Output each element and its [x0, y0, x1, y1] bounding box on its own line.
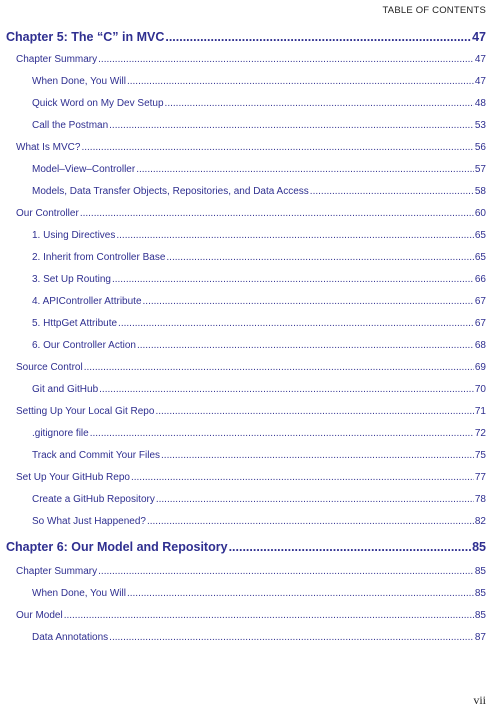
dot-leader — [131, 472, 474, 483]
dot-leader — [116, 230, 474, 241]
dot-leader — [137, 340, 474, 351]
dot-leader — [165, 98, 474, 109]
toc-entry-page: 48 — [474, 98, 486, 109]
toc-entry-title: 3. Set Up Routing — [32, 274, 111, 285]
toc-entry[interactable] — [0, 230, 498, 241]
dot-leader — [98, 566, 474, 577]
toc-entry-page: 47 — [474, 76, 486, 87]
toc-entry-title: Setting Up Your Local Git Repo — [16, 406, 155, 417]
dot-leader — [156, 494, 474, 505]
toc-entry-page: 68 — [474, 340, 486, 351]
toc-entry-page: 56 — [474, 142, 486, 153]
dot-leader — [81, 142, 473, 153]
dot-leader — [165, 30, 471, 44]
toc-entry[interactable] — [0, 384, 498, 395]
dot-leader — [109, 632, 474, 643]
toc-entry-title: When Done, You Will — [32, 76, 126, 87]
dot-leader — [80, 208, 474, 219]
dot-leader — [143, 296, 474, 307]
toc-entry-page: 85 — [474, 610, 486, 621]
toc-entry-title: Model–View–Controller — [32, 164, 136, 175]
toc-entry-page: 58 — [474, 186, 486, 197]
dot-leader — [98, 54, 474, 65]
toc-entry[interactable] — [0, 610, 498, 621]
toc-entry-page: 85 — [474, 588, 486, 599]
toc-entry[interactable] — [0, 566, 498, 577]
toc-entry[interactable] — [0, 120, 498, 131]
dot-leader — [109, 120, 474, 131]
toc-entry-page: 65 — [474, 230, 486, 241]
dot-leader — [99, 384, 474, 395]
toc-entry-page: 66 — [474, 274, 486, 285]
dot-leader — [310, 186, 474, 197]
toc-entry-title: Data Annotations — [32, 632, 109, 643]
toc-entry[interactable] — [0, 472, 498, 483]
dot-leader — [136, 164, 474, 175]
toc-entry[interactable] — [0, 588, 498, 599]
toc-entry-page: 85 — [472, 540, 486, 554]
toc-entry-title: .gitignore file — [32, 428, 89, 439]
toc-entry-title: Chapter Summary — [16, 566, 98, 577]
toc-entry-page: 60 — [474, 208, 486, 219]
dot-leader — [90, 428, 474, 439]
toc-entry-title: Call the Postman — [32, 120, 109, 131]
toc-entry-page: 47 — [474, 54, 486, 65]
toc-entry-title: Chapter Summary — [16, 54, 98, 65]
toc-entry[interactable] — [0, 208, 498, 219]
toc-entry-title: Chapter 5: The “C” in MVC — [6, 30, 165, 44]
dot-leader — [229, 540, 472, 554]
toc-entry-page: 77 — [474, 472, 486, 483]
toc-chapter-entry[interactable] — [0, 540, 498, 554]
toc-entry-title: Create a GitHub Repository — [32, 494, 155, 505]
toc-entry-title: 2. Inherit from Controller Base — [32, 252, 166, 263]
toc-entry-page: 85 — [474, 566, 486, 577]
toc-entry-page: 70 — [474, 384, 486, 395]
toc-entry-title: So What Just Happened? — [32, 516, 146, 527]
toc-entry-page: 53 — [474, 120, 486, 131]
toc-entry-page: 69 — [474, 362, 486, 373]
toc-entry[interactable] — [0, 362, 498, 373]
toc-entry[interactable] — [0, 340, 498, 351]
toc-entry-title: Source Control — [16, 362, 83, 373]
toc-entry-title: Models, Data Transfer Objects, Repositories, and Data Access — [32, 186, 309, 197]
toc-entry-title: Track and Commit Your Files — [32, 450, 161, 461]
toc-entry-page: 87 — [474, 632, 486, 643]
toc-entry[interactable] — [0, 318, 498, 329]
toc-entry[interactable] — [0, 632, 498, 643]
toc-entry[interactable] — [0, 98, 498, 109]
toc-entry[interactable] — [0, 76, 498, 87]
toc-entry-title: 1. Using Directives — [32, 230, 116, 241]
toc-entry[interactable] — [0, 54, 498, 65]
toc-entry-page: 57 — [474, 164, 486, 175]
toc-entry-page: 47 — [472, 30, 486, 44]
running-head: TABLE OF CONTENTS — [382, 5, 486, 16]
toc-chapter-entry[interactable] — [0, 30, 498, 44]
toc-entry-page: 67 — [474, 318, 486, 329]
toc-entry[interactable] — [0, 494, 498, 505]
dot-leader — [84, 362, 474, 373]
toc-entry[interactable] — [0, 428, 498, 439]
toc-entry-title: Our Model — [16, 610, 63, 621]
toc-entry-page: 82 — [474, 516, 486, 527]
dot-leader — [118, 318, 474, 329]
toc-entry[interactable] — [0, 274, 498, 285]
toc-entry-page: 78 — [474, 494, 486, 505]
toc-entry[interactable] — [0, 164, 498, 175]
dot-leader — [161, 450, 474, 461]
toc-entry-title: What Is MVC? — [16, 142, 81, 153]
toc-entry-title: Quick Word on My Dev Setup — [32, 98, 164, 109]
dot-leader — [127, 76, 474, 87]
toc-entry[interactable] — [0, 186, 498, 197]
toc-entry[interactable] — [0, 406, 498, 417]
toc-entry-page: 75 — [474, 450, 486, 461]
page-number: vii — [473, 693, 486, 707]
toc-entry-title: When Done, You Will — [32, 588, 126, 599]
toc-entry-page: 65 — [474, 252, 486, 263]
dot-leader — [112, 274, 474, 285]
toc-entry-page: 72 — [474, 428, 486, 439]
toc-entry-title: Chapter 6: Our Model and Repository — [6, 540, 228, 554]
toc-entry[interactable] — [0, 516, 498, 527]
toc-entry[interactable] — [0, 296, 498, 307]
toc-entry-title: Git and GitHub — [32, 384, 99, 395]
toc-entry-page: 67 — [474, 296, 486, 307]
dot-leader — [166, 252, 473, 263]
toc-entry-title: 6. Our Controller Action — [32, 340, 136, 351]
toc-entry[interactable] — [0, 142, 498, 153]
dot-leader — [64, 610, 474, 621]
dot-leader — [127, 588, 474, 599]
toc-entry-title: Set Up Your GitHub Repo — [16, 472, 130, 483]
dot-leader — [155, 406, 473, 417]
dot-leader — [147, 516, 474, 527]
toc-entry-title: Our Controller — [16, 208, 79, 219]
toc-entry-title: 4. APIController Attribute — [32, 296, 142, 307]
toc-entry[interactable] — [0, 450, 498, 461]
toc-entry-title: 5. HttpGet Attribute — [32, 318, 118, 329]
toc-entry[interactable] — [0, 252, 498, 263]
toc-entry-page: 71 — [474, 406, 486, 417]
